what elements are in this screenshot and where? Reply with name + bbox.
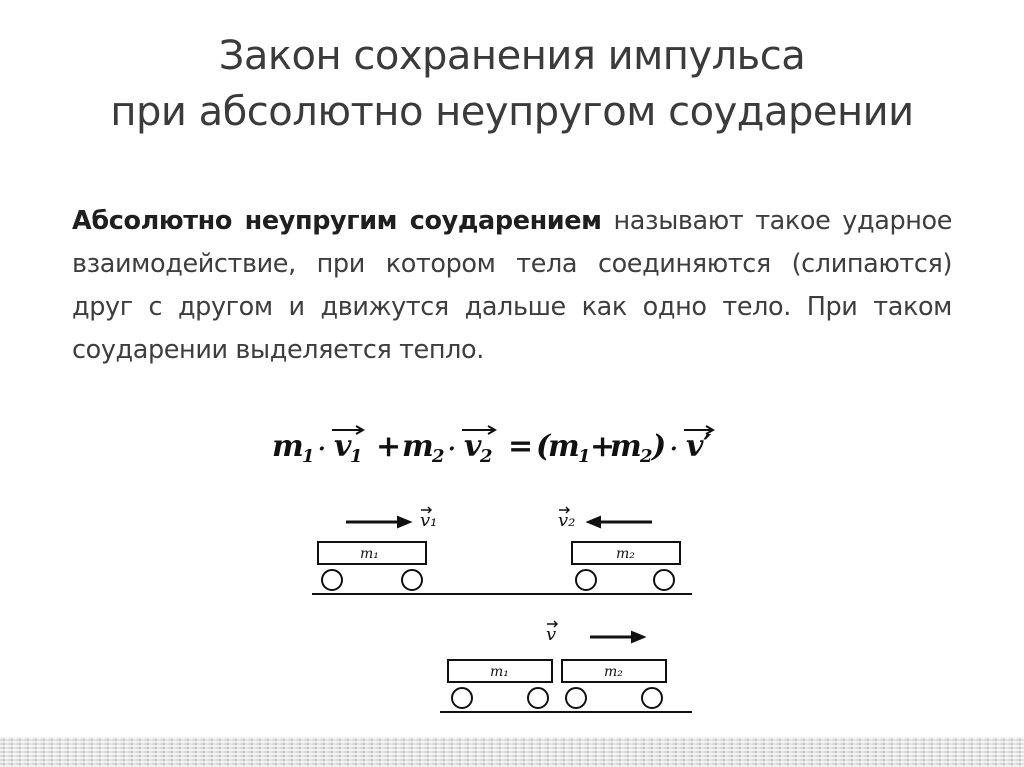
page-title — [0, 28, 1024, 140]
formula-svg — [272, 420, 752, 466]
cart-3-wheel-left — [452, 688, 472, 708]
svg-text:·: · — [318, 436, 326, 462]
definition-paragraph — [72, 200, 952, 372]
svg-text:+: + — [590, 429, 616, 464]
cart-1-wheel-right — [402, 570, 422, 590]
cart-2-wheel-left — [576, 570, 596, 590]
svg-text:·: · — [670, 436, 678, 462]
svg-text:): ) — [652, 429, 667, 464]
cart-1-wheel-left — [322, 570, 342, 590]
svg-text:(: ( — [536, 429, 551, 464]
svg-text:=: = — [508, 429, 534, 464]
cart-4-wheel-right — [642, 688, 662, 708]
formula-vprime: v′ — [686, 429, 712, 464]
v-arrow-head — [632, 632, 644, 642]
v1-arrow-head — [398, 517, 410, 527]
cart-2-label: m₂ — [616, 546, 635, 562]
formula-sub2: 2 — [432, 446, 445, 466]
title-line-1: Закон сохранения импульса — [218, 33, 806, 79]
formula-m1: m — [272, 429, 304, 464]
formula-v2: v — [464, 429, 482, 464]
formula-m1b: m — [548, 429, 580, 464]
collision-diagram-svg — [300, 490, 700, 720]
cart-4-wheel-left — [566, 688, 586, 708]
v1-label: v₁ — [420, 510, 438, 531]
cart-4-label: m₂ — [604, 664, 623, 680]
cart-3-label: m₁ — [490, 664, 509, 680]
cart-2-wheel-right — [654, 570, 674, 590]
title-line-2: при абсолютно неупругом соударении — [110, 89, 914, 135]
v-label: v — [546, 624, 557, 645]
formula-m2b: m — [610, 429, 642, 464]
definition-text: называют такое ударное взаимодействие, при котором тела соединяются (слипаются) друг с другом и движутся дальше как одно тело. При таком соударении выделяется тепло. — [72, 206, 952, 365]
v2-arrow-head — [588, 517, 600, 527]
v2-label: v₂ — [558, 510, 576, 531]
formula-sub1b: 1 — [578, 446, 591, 466]
formula-m2: m — [402, 429, 434, 464]
formula-v1-sub: 1 — [350, 446, 363, 466]
collision-diagram — [300, 490, 700, 724]
formula-v2-sub: 2 — [480, 446, 493, 466]
svg-text:·: · — [448, 436, 456, 462]
formula-v1: v — [334, 429, 352, 464]
cart-1-label: m₁ — [360, 546, 379, 562]
momentum-formula — [0, 420, 1024, 474]
formula-sub1: 1 — [302, 446, 315, 466]
svg-text:+: + — [376, 429, 402, 464]
formula-sub2b: 2 — [640, 446, 653, 466]
cart-3-wheel-right — [528, 688, 548, 708]
decorative-bottom-strip — [0, 737, 1024, 767]
definition-term: Абсолютно неупругим соударением — [72, 206, 602, 236]
